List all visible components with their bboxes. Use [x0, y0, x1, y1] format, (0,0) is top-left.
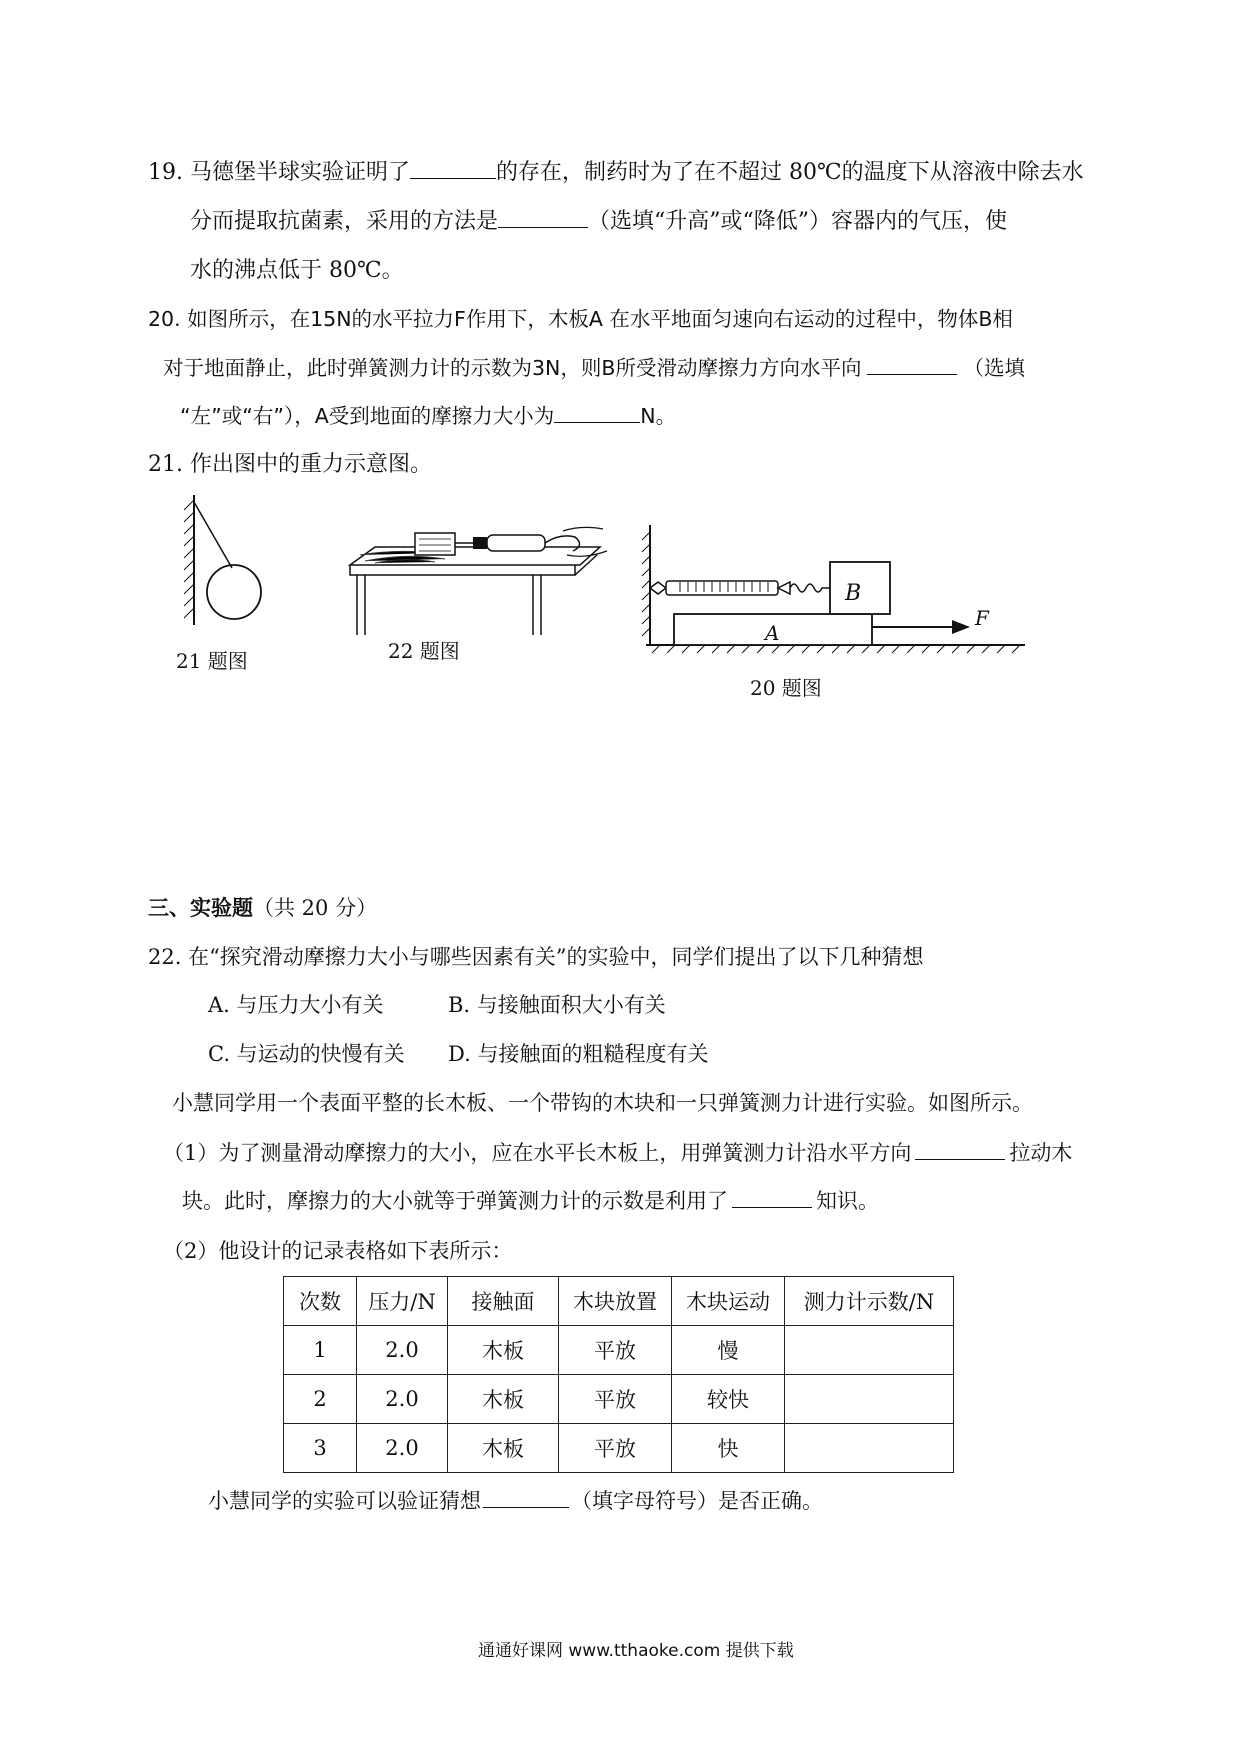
- table-cell-blank[interactable]: [785, 1424, 954, 1473]
- table-header: 测力计示数/N: [785, 1277, 954, 1326]
- label-f: F: [975, 606, 989, 630]
- figure-20-diagram: [640, 520, 1040, 655]
- q22-setup: 小慧同学用一个表面平整的长木板、一个带钩的木块和一只弹簧测力计进行实验。如图所示。: [172, 1091, 1033, 1115]
- table-header: 接触面: [448, 1277, 559, 1326]
- answer-blank[interactable]: [498, 207, 588, 228]
- figure-21-caption: 21 题图: [176, 649, 248, 673]
- table-cell: 2.0: [357, 1424, 448, 1473]
- table-cell: 2: [284, 1375, 357, 1424]
- answer-blank[interactable]: [732, 1187, 812, 1208]
- table-cell: 平放: [559, 1424, 672, 1473]
- table-cell: 木板: [448, 1375, 559, 1424]
- figure-22-caption: 22 题图: [388, 639, 460, 663]
- q19-line3: 水的沸点低于 80℃。: [190, 258, 404, 283]
- table-cell: 3: [284, 1424, 357, 1473]
- q22-part2: （2）他设计的记录表格如下表所示：: [163, 1239, 513, 1263]
- table-row: [284, 1375, 954, 1424]
- table-header: 木块放置: [559, 1277, 672, 1326]
- figure-20-caption: 20 题图: [750, 676, 822, 700]
- table-header: 压力/N: [357, 1277, 448, 1326]
- record-table: [283, 1276, 954, 1473]
- figure-22-friction-setup: [345, 525, 625, 640]
- q22-conclusion: 小慧同学的实验可以验证猜想 （填字母符号）是否正确。: [208, 1489, 823, 1513]
- table-header: 次数: [284, 1277, 357, 1326]
- q19-line2: 分而提取抗菌素，采用的方法是 （选填“升高”或“降低”）容器内的气压，使: [190, 209, 1008, 234]
- table-cell-blank[interactable]: [785, 1326, 954, 1375]
- q21-text: 21. 作出图中的重力示意图。: [148, 452, 432, 477]
- table-header: 木块运动: [672, 1277, 785, 1326]
- section-3-heading: 三、实验题（共 20 分）: [148, 896, 378, 920]
- answer-blank[interactable]: [554, 402, 640, 423]
- q19-line1: 19. 马德堡半球实验证明了 的存在，制药时为了在不超过 80℃的温度下从溶液中除去水: [148, 160, 1084, 185]
- table-cell: 1: [284, 1326, 357, 1375]
- q20-line3: “左”或“右”），A受到地面的摩擦力大小为 N。: [180, 404, 677, 428]
- answer-blank[interactable]: [410, 158, 496, 179]
- q22-part1-line1: （1）为了测量滑动摩擦力的大小，应在水平长木板上，用弹簧测力计沿水平方向 拉动木: [163, 1141, 1073, 1165]
- q22-intro: 22. 在“探究滑动摩擦力大小与哪些因素有关”的实验中，同学们提出了以下几种猜想: [148, 945, 924, 969]
- table-cell: 平放: [559, 1326, 672, 1375]
- q22-option-a: A. 与压力大小有关: [208, 993, 384, 1017]
- answer-blank[interactable]: [483, 1487, 569, 1508]
- answer-blank[interactable]: [915, 1139, 1005, 1160]
- table-cell: 木板: [448, 1424, 559, 1473]
- page-footer: 通通好课网 www.tthaoke.com 提供下载: [478, 1641, 794, 1661]
- table-row: [284, 1326, 954, 1375]
- q22-part1-line2: 块。此时，摩擦力的大小就等于弹簧测力计的示数是利用了 知识。: [182, 1189, 879, 1213]
- label-a: A: [765, 621, 780, 645]
- table-cell: 2.0: [357, 1326, 448, 1375]
- q22-option-c: C. 与运动的快慢有关: [208, 1042, 405, 1066]
- table-cell: 较快: [672, 1375, 785, 1424]
- table-header-row: [284, 1277, 954, 1326]
- table-cell: 平放: [559, 1375, 672, 1424]
- answer-blank[interactable]: [867, 354, 957, 375]
- q22-option-d: D. 与接触面的粗糙程度有关: [448, 1042, 709, 1066]
- q20-line1: 20. 如图所示，在15N的水平拉力F作用下，木板A 在水平地面匀速向右运动的过程中，物体B相: [148, 307, 1013, 331]
- table-cell: 快: [672, 1424, 785, 1473]
- table-cell: 2.0: [357, 1375, 448, 1424]
- figure-21-pendulum: [180, 490, 280, 640]
- table-cell: 慢: [672, 1326, 785, 1375]
- table-row: [284, 1424, 954, 1473]
- table-cell-blank[interactable]: [785, 1375, 954, 1424]
- q22-option-b: B. 与接触面积大小有关: [448, 993, 666, 1017]
- label-b: B: [845, 581, 862, 606]
- table-cell: 木板: [448, 1326, 559, 1375]
- q20-line2: 对于地面静止，此时弹簧测力计的示数为3N，则B所受滑动摩擦力方向水平向 （选填: [163, 356, 1025, 380]
